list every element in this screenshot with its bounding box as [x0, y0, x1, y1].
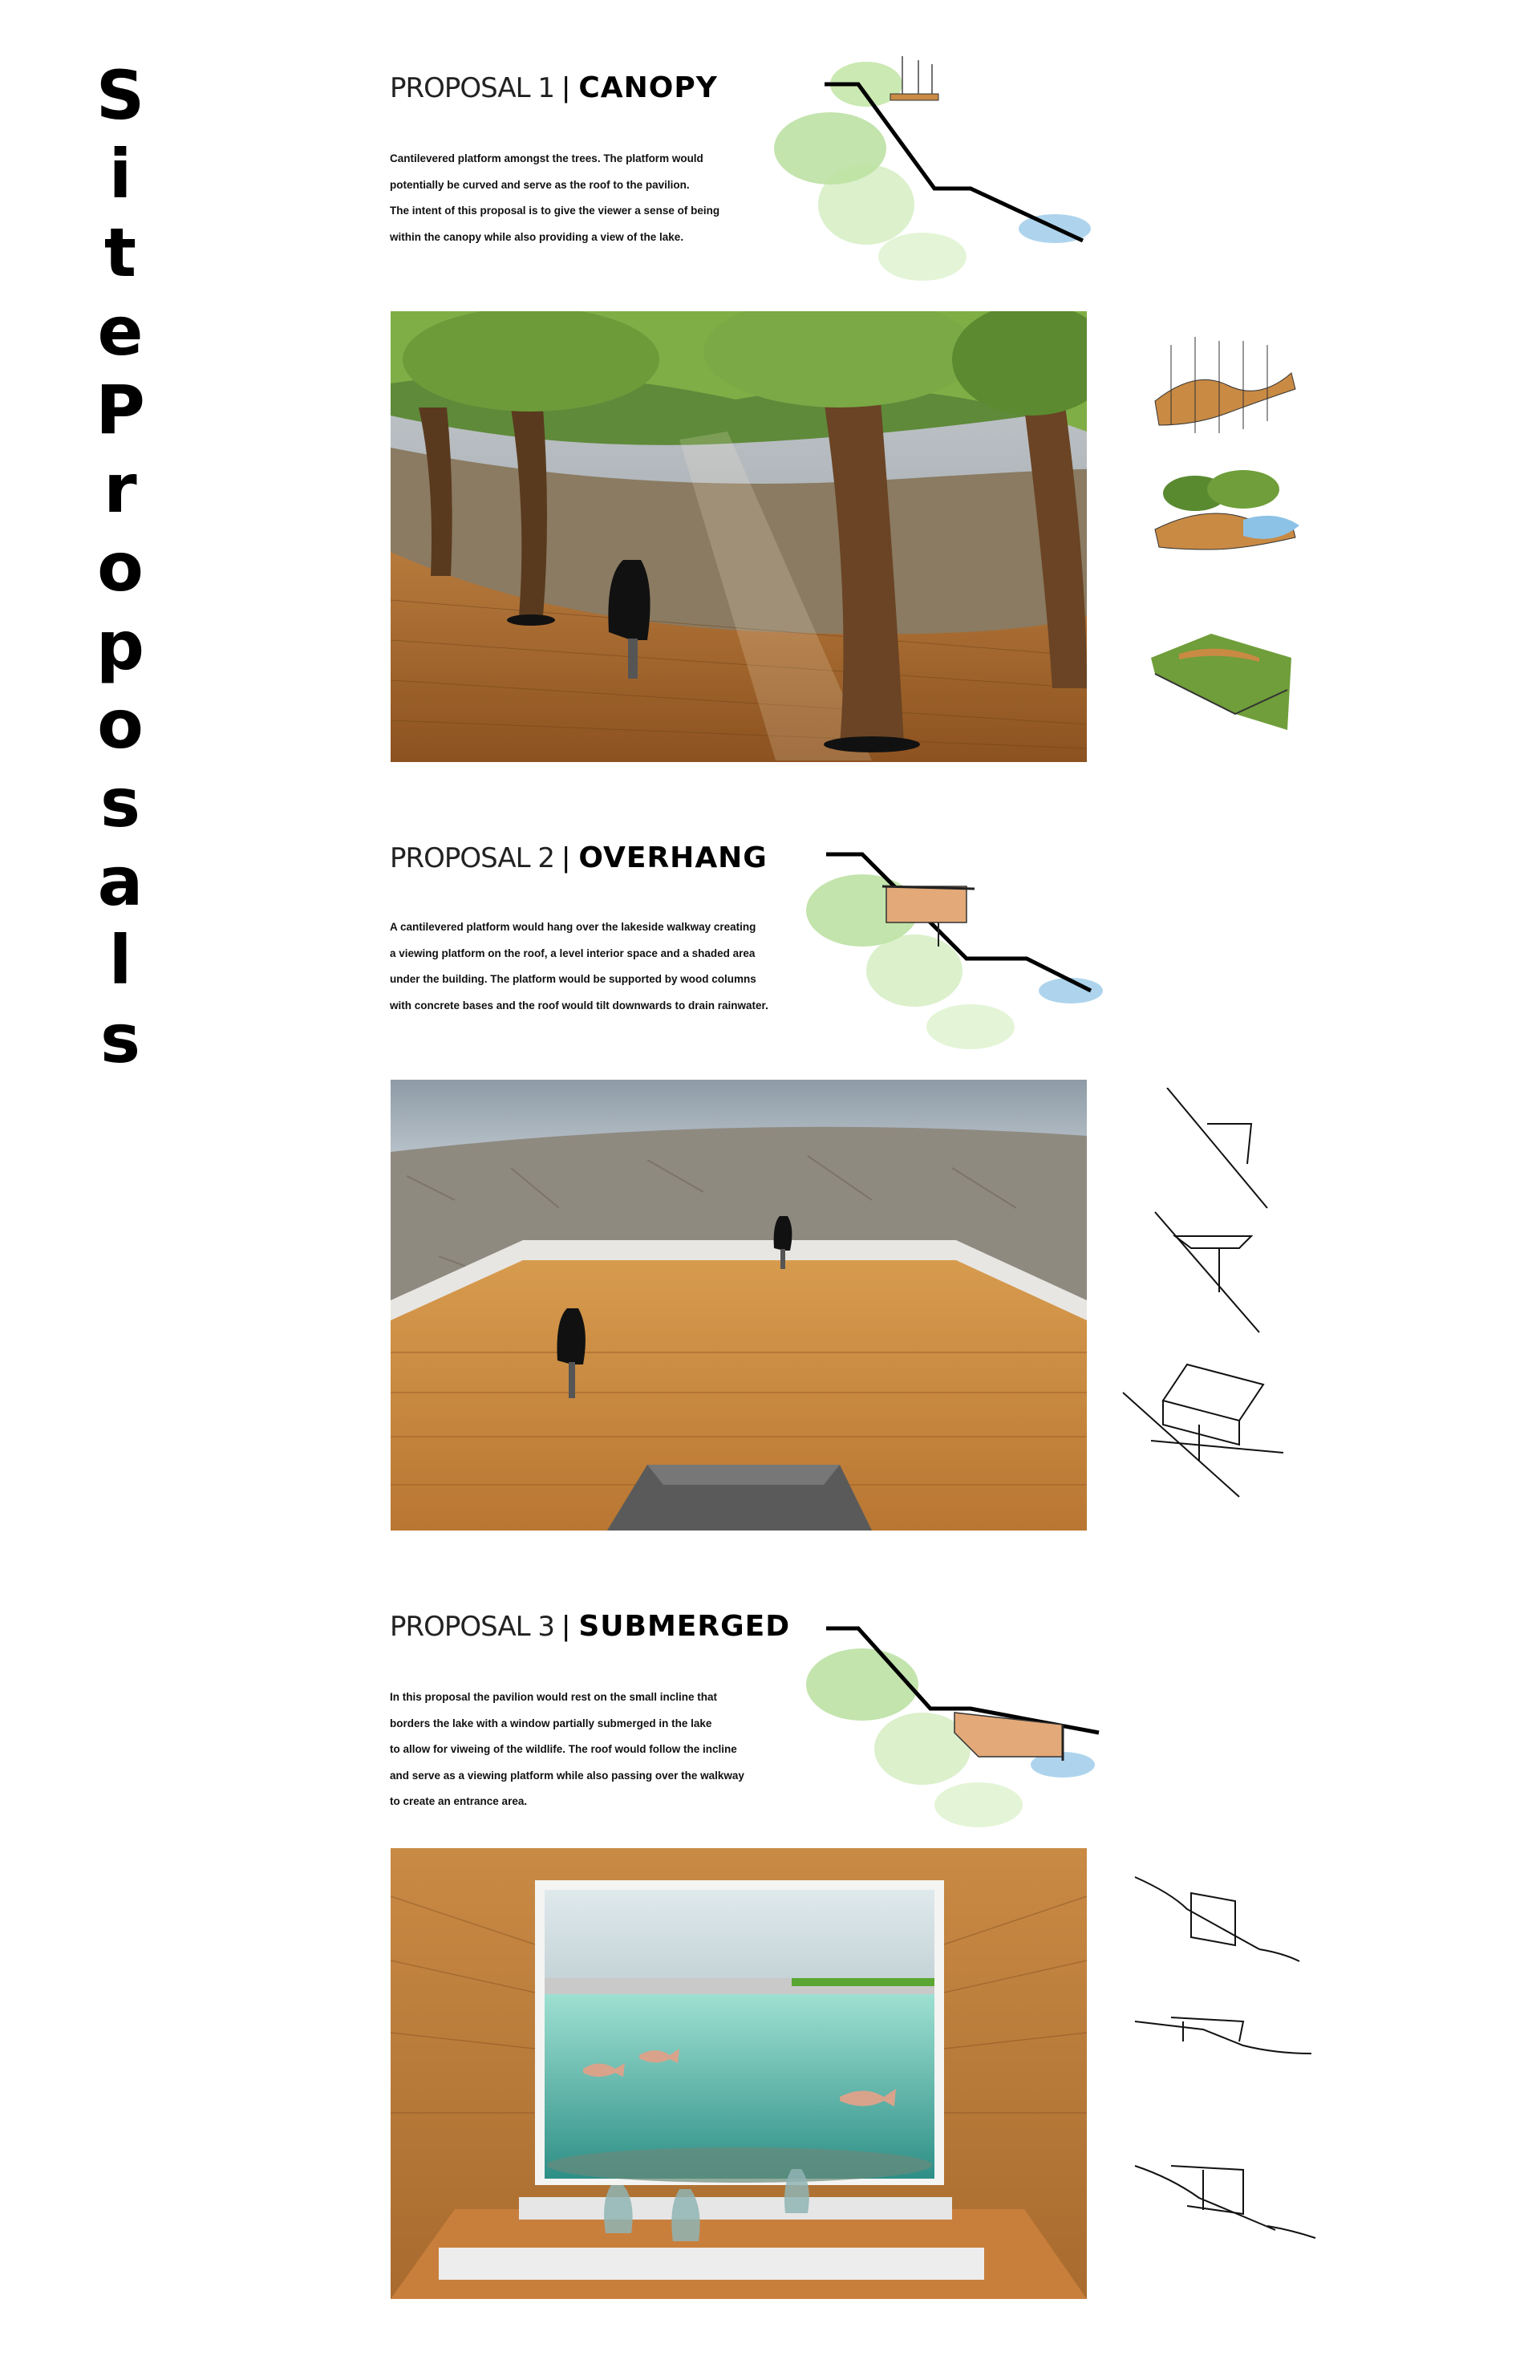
- title-letter: p: [95, 606, 145, 685]
- diagram-submerged-stack: [1123, 1861, 1323, 2278]
- proposal-3-heading: [390, 1609, 790, 1643]
- proposal-2-prefix: PROPOSAL 2: [390, 842, 555, 874]
- rendering-submerged: [391, 1848, 1087, 2299]
- description-line: a viewing platform on the roof, a level interior space and a shaded area: [390, 947, 756, 959]
- proposal-2-name: OVERHANG: [578, 841, 768, 874]
- proposal-1-prefix: PROPOSAL 1: [390, 72, 555, 104]
- title-letter: S: [95, 56, 145, 135]
- proposal-3-description: [390, 1685, 839, 1815]
- title-letter: s: [100, 999, 140, 1078]
- diagram-overhang-stack: [1119, 1088, 1295, 1505]
- description-line: and serve as a viewing platform while also passing over the walkway: [390, 1769, 744, 1782]
- description-line: borders the lake with a window partially submerged in the lake: [390, 1717, 712, 1729]
- description-line: within the canopy while also providing a view of the lake.: [390, 230, 684, 243]
- title-letter: l: [108, 921, 132, 999]
- title-letter: r: [103, 449, 137, 528]
- proposal-2-heading: [390, 841, 768, 874]
- title-letter: e: [97, 292, 144, 371]
- site-section-submerged: [794, 1616, 1139, 1833]
- proposal-3-name: SUBMERGED: [578, 1610, 791, 1643]
- heading-divider: |: [562, 841, 571, 874]
- heading-divider: |: [562, 71, 571, 103]
- title-letter: P: [95, 371, 145, 449]
- site-section-canopy: [762, 48, 1139, 289]
- description-line: Cantilevered platform amongst the trees. The platform would: [390, 152, 703, 164]
- description-line: In this proposal the pavilion would rest on the small incline that: [390, 1691, 718, 1703]
- title-letter: s: [100, 764, 140, 842]
- heading-divider: |: [562, 1609, 571, 1642]
- description-line: to create an entrance area.: [390, 1795, 528, 1807]
- proposal-2-description: [390, 914, 839, 1019]
- diagram-canopy-stack: [1147, 337, 1307, 754]
- description-line: potentially be curved and serve as the roof to the pavilion.: [390, 178, 690, 191]
- description-line: A cantilevered platform would hang over the lakeside walkway creating: [390, 921, 756, 933]
- description-line: The intent of this proposal is to give the viewer a sense of being: [390, 205, 720, 217]
- title-letter: i: [108, 135, 132, 213]
- description-line: under the building. The platform would be supported by wood columns: [390, 973, 756, 985]
- proposal-3-prefix: PROPOSAL 3: [390, 1611, 555, 1643]
- description-line: with concrete bases and the roof would tilt downwards to drain rainwater.: [390, 999, 768, 1012]
- rendering-canopy: [391, 311, 1087, 762]
- title-letter: o: [97, 528, 144, 606]
- site-section-overhang: [794, 842, 1139, 1059]
- title-letter: t: [103, 213, 137, 292]
- description-line: to allow for viweing of the wildlife. The roof would follow the incline: [390, 1743, 737, 1755]
- proposal-1-name: CANOPY: [578, 71, 718, 104]
- title-letter: a: [97, 842, 144, 921]
- rendering-overhang: [391, 1080, 1087, 1531]
- page-title: [88, 56, 152, 1078]
- proposal-1-heading: [390, 71, 718, 104]
- title-letter: o: [97, 685, 144, 764]
